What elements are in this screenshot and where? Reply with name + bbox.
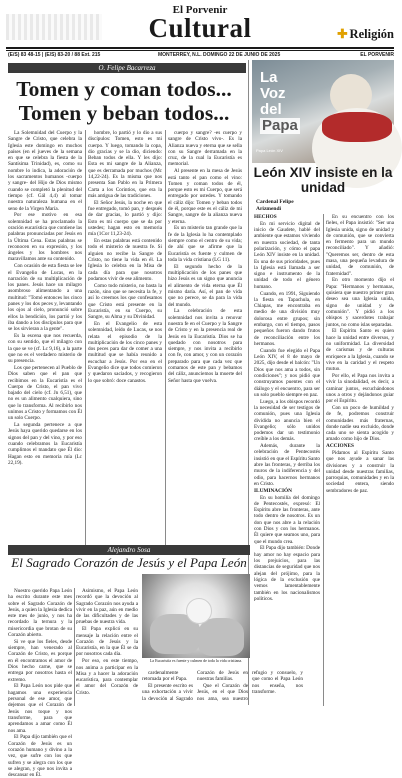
paragraph: El Señor Jesús, la noche en que fue entregado, tomó pan, y después de dar gracias, lo partió y dijo: Esto es mi cuerpo que se da por ustedes; hagan esto en memoria mía (1Cor 11,23-24). <box>88 199 162 238</box>
section-label-religion: ✚ Religión <box>337 27 394 41</box>
paragraph: Por ese motivo en esa solemnidad se ha proclamado la oración eucarística que contiene las palabras pronunciadas por Jesús en la Última Cena. Estas palabras se reconocen en su expresión, y los ángeles y los hombres nos maravillamos ante su contenido. <box>8 212 82 263</box>
cross-icon: ✚ <box>337 27 348 41</box>
paragraph: El Espíritu Santo es quien hace la unidad entre diversos, y no uniformidad. La diversidad de carismas y de culturas enriquece a la Iglesia, cuando se vive en la caridad y el respeto mutuo. <box>326 328 394 373</box>
paragraph: Pidamos al Espíritu Santo que nos ayude a sanar las divisiones y a construir la unidad desde nuestras familias, parroquias, comunidades y en la sociedad entera, siendo sembradores de paz. <box>326 449 394 494</box>
info-date: MONTERREY, N.L. DOMINGO 22 DE JUNIO DE 2025 <box>158 52 281 58</box>
paragraph: El Papa dijo también que el Corazón de Jesús es un corazón humano y divino a la vez, que sufre con los que sufren y se alegra con los que se alegran, y que nos invita a descansar en Él. <box>8 734 72 778</box>
hand-shape <box>198 618 244 656</box>
article2-column-3 <box>142 670 303 706</box>
column-rule <box>323 214 324 706</box>
column-rule <box>165 130 166 545</box>
subhead: ACCIONES <box>326 443 354 450</box>
article1-column-3 <box>168 130 242 545</box>
paragraph: Asimismo, el Papa León recordó que la devoción al Sagrado Corazón nos ayuda a vivir en la paz, aún en medio de las dificultades y de las pruebas de nuestra vida. <box>76 588 138 626</box>
paragraph: La Solemnidad del Cuerpo y la Sangre de Cristo, que celebra la Iglesia este domingo en muchos países (en el jueves de la semana en que se celebra la fiesta de la Santísima Trinidad), es, como su nombre lo indica, la adoración de los sacramentos humanos -cuerpo y sangre- del Hijo de Dios mismo cuando se completó la plenitud del tiempo (cf. Gál 4,4) al tomar nuestra naturaleza humana en el seno de la Virgen María. <box>8 130 82 212</box>
byline-surname: Arizmendi <box>256 205 282 212</box>
paragraph: Que el Corazón de Jesús, en el que Dios nos ama, sea nuestro refugio y consuelo, y que como el Papa León nos enseña, nos transforme. <box>197 670 303 702</box>
info-phone: (E/S) 83 48-15 | (E/S) 83-20 / 88 Ext. 215 <box>8 52 101 58</box>
paragraph: Los que pertenecen al Pueblo de Dios saben que el pan que recibimos en la Eucaristía es el Cuerpo de Cristo, el pan vivo bajado del cielo (cf. Jn 6,51), que no es un alimento cualquiera, sino que lo transforma. Al recibirlo nos unimos a Cristo y formamos con Él un solo Cuerpo. <box>8 364 82 422</box>
masthead-rule <box>6 47 394 49</box>
article2-column-2 <box>76 588 138 706</box>
paragraph: Con ocasión de esta fiesta se lee el Evangelio de Lucas, en la narración de su multiplicación de los panes. Jesús hace un milagro asombroso alimentando a una multitud: "Tomó entonces los cinco panes y los dos peces y, levantando los ojos al cielo, pronunció sobre ellos la bendición, los partió y los iba dando a los discípulos para que se los sirvieran a la gente". <box>8 263 82 333</box>
feature-headline: León XIV insiste en la unidad <box>253 165 393 195</box>
paragraph: La celebración de esta solemnidad nos invita a renovar nuestra fe en el Cuerpo y la Sangre de Cristo y en la presencia real de Jesús en la Eucaristía. Dios se ha quedado con nosotros para siempre, y nos invita a recibirlo con fe, con amor, y con un corazón preparado para que cada vez que comamos de este pan y bebamos del cáliz, anunciemos la muerte del Señor hasta que vuelva. <box>168 308 242 384</box>
photo-credit: Papa León XIV <box>256 148 283 153</box>
paragraph: Nuestro querido Papa León ha escrito durante este mes sobre el Sagrado Corazón de Jesús, a quien la Iglesia dedica este mes de junio, y nos ha recordado la ternura y la misericordia que brotan de su Corazón abierto. <box>8 588 72 639</box>
photo-caption: La Eucaristía es fuente y culmen de toda la vida cristiana. <box>149 658 243 663</box>
subhead: ILUMINACIÓN <box>254 487 292 494</box>
paragraph: Como todo misterio, no basta la razón, sino que se necesita la fe, y así lo creemos los que confesamos que Cristo está presente en la Eucaristía, en su Cuerpo, su Sangre, su Alma y su Divinidad. <box>88 282 162 321</box>
paragraph: Es un misterio tan grande que la fe de la Iglesia lo ha contemplado siempre como el centro de su vida; de ahí que se afirme que la Eucaristía es fuente y culmen de toda la vida cristiana (LG 11). <box>168 225 242 263</box>
paragraph: Además, durante la celebración de Pentecostés insistió en que el Espíritu Santo abre las fronteras, y derriba los muros de la indiferencia y del odio, para hacernos hermanos en Cristo. <box>254 443 320 487</box>
paragraph: El Papa dijo también: Donde hay amor no hay espacio para los prejuicios, para las distancias de seguridad que nos alejan del prójimo, para la lógica de la exclusión que vemos lamentablemente también en los nacionalismos políticos. <box>254 545 320 602</box>
paragraph: El Papa explicó en su mensaje la relación entre el Corazón de Jesús y la Eucaristía, en la que Él se da por nosotros cada día. <box>76 626 138 658</box>
paragraph: Por eso, en este tiempo, nos anima a participar en la Misa y a hacer la adoración eucarística, para contemplar el amor del Corazón de Cristo. <box>76 658 138 696</box>
paragraph: En estas palabras está contenido todo el misterio de nuestra fe. Si alguien no recibe la Sangre de Cristo, no tiene la vida en él. La Iglesia lo celebra en la Misa de cada día para que nosotros podamos vivir de ese alimento. <box>88 238 162 282</box>
eucharist-photo <box>142 574 250 658</box>
paragraph: El segundo hecho de la multiplicación de los panes que hizo Jesús es un signo que anuncia el alimento de vida eterna que Él mismo daría. Así, el pan de vida que no perece, se da para la vida del mundo. <box>168 263 242 308</box>
feature-title <box>260 70 310 134</box>
feature-column-2 <box>326 214 394 706</box>
paragraph: Con un poco de humildad y de fe, podremos construir comunidades más fraternas, donde nadie sea excluido, donde cada uno se sienta acogido y amado como hijo de Dios. <box>326 404 394 443</box>
article2-headline: El Sagrado Corazón de Jesús y el Papa León <box>11 555 247 570</box>
feature-title-word: Papa <box>262 117 298 134</box>
subhead: HECHOS <box>254 214 277 220</box>
paragraph: cuerpo y sangre? -es cuerpo y sangre de Cristo vivo-. Es la Alianza nueva y eterna que se sella con su Sangre derramada en la cruz, de la cual la Eucaristía es memorial. <box>168 130 242 168</box>
paragraph: En mi servicio digital de inicio de Gaudete, hablé del ambiente que estamos viviendo en nuestra sociedad, de tanta polarización, y cómo el papa León XIV insiste en la unidad. Es una de sus prioridades, pues la Iglesia está llamada a ser signo e instrumento de la unidad de todo el género humano. <box>254 220 320 290</box>
paragraph: En su encuentro con los fieles, el Papa insistió: "Ser una Iglesia unida, signo de unidad y de comunión, que se convierta en fermento para un mundo reconciliado". Y añadió: "Queremos ser, dentro de esta masa, una pequeña levadura de unidad, de comunión, de fraternidad". <box>326 214 394 277</box>
headline-line2: Tomen y beban todos... <box>18 101 230 125</box>
paragraph: En el Evangelio de esta solemnidad, leído de Lucas, se nos relata el episodio de la multiplicación de los cinco panes y dos peces para dar de comer a una multitud que se había reunido a escuchar a Jesús. Por eso en el Evangelio dice que todos comieron y quedaron saciados, y recogieron lo que sobró: doce canastos. <box>88 320 162 384</box>
article1-column-2 <box>88 130 162 545</box>
column-rule <box>85 130 86 545</box>
feature-title-word: La <box>260 69 278 86</box>
section-title: Cultural <box>148 13 252 43</box>
headline-line1: Tomen y coman todos... <box>16 77 232 101</box>
paragraph: hombre, lo partió y lo dio a sus discípulos: Tomen, esto es mi cuerpo. Y luego, tomando la copa, dio gracias y se la dio, diciendo: Beban todos de ella. Y les dijo: Esta es mi sangre de la Alianza, que es derramada por muchos (Mc 14,22-24). Es la misma que nos presenta San Pablo en la Primera Carta a los Corintios, que era la más antigua de las tradiciones. <box>88 130 162 199</box>
info-strip <box>8 51 394 59</box>
feature-byline <box>256 199 390 212</box>
paragraph: Si ve que los fieles, desde siempre, han venerado al Corazón de Cristo, es porque en él encontramos el amor de Dios hecho carne, que se entrega por nosotros hasta el extremo. <box>8 638 72 683</box>
author-bar-article1: O. Felipe Bacarreza <box>8 63 246 73</box>
article1-headline <box>8 77 240 125</box>
article2-column-1 <box>8 588 72 778</box>
pope-mozzetta-shape <box>322 112 392 142</box>
byline-name: Cardenal Felipe <box>256 199 294 205</box>
article1-column-1 <box>8 130 82 545</box>
paragraph: La segunda pertenece a que Jesús haya querido quedarse en los signos del pan y del vino, y por eso cuando celebramos la Eucaristía cumplimos el mandato que Él dio: Hagan esto en memoria mía (Lc 22,19). <box>8 422 82 466</box>
paragraph: Por ello, el Papa nos invita a vivir la sinodalidad, es decir, a caminar juntos, escuchándonos unos a otros y dejándonos guiar por el Espíritu. <box>326 372 394 405</box>
feature-title-word: del <box>260 101 282 118</box>
author-bar-article2: Alejandro Sosa <box>8 545 250 555</box>
feature-title-word: Voz <box>260 85 286 102</box>
paragraph: El Papa León nos pide que hagamos una experiencia personal de ese amor, que dejemos que el Corazón de Jesús nos toque y nos transforme, para que aprendamos a amar como Él nos ama. <box>8 683 72 734</box>
paragraph: El presente escrito es una exhortación a vivir la devoción al Sagrado Corazón de Jesús en nuestras familias. <box>142 670 248 702</box>
masthead <box>6 2 394 50</box>
info-paper: EL PORVENIR <box>360 52 394 58</box>
paragraph: En otro momento dijo el Papa: "Hermanos y hermanas, quisiera que nuestro primer gran deseo sea una Iglesia unida, signo de unidad y de comunión". Y pidió a los obispos y sacerdotes trabajar juntos, no como islas separadas. <box>326 277 394 328</box>
paragraph: En su homilía del domingo de Pentecostés, expresó: El Espíritu abre las fronteras, ante todo dentro de nosotros. Es un don que nos abre a la relación con Dios y con los hermanos. Él quiere que seamos uno, para que el mundo crea. <box>254 494 320 545</box>
paragraph: Es la escena que nos recuerda, con su sentido, que el milagro con la que se ve (cf. Lc 9,16), a la parte que no es el verdadero misterio de su presencia. <box>8 333 82 365</box>
paragraph: Cuando fue elegido el Papa León XIV, el 8 de mayo de 2025, dijo desde el balcón: "Un Dios que nos ama a todos, sin condiciones"; y nos pidió que construyamos puentes con el diálogo y el encuentro, para ser un solo pueblo siempre en paz. <box>254 347 320 398</box>
host-shape <box>186 598 212 624</box>
paragraph: Cuando, en 1991, Siguiendo la fiesta en Tapachula, en Chiapas, me encontraba en medio de una división muy dolorosa entre grupos; sin embargo, con el tiempo, pasos pequeños fueron dando frutos de reconciliación entre los hermanos. <box>254 290 320 347</box>
paragraph: Al presente en la mesa de Jesús está tanto el pan como el vino: Tomen y coman todos de él, porque esto es mi Cuerpo, que será entregado por ustedes. Y tomando el cáliz dijo: Tomen y beban todos de él, porque este es el cáliz de mi Sangre, sangre de la alianza nueva y eterna. <box>168 168 242 225</box>
paragraph: cardenalmente retomada por el Papa. <box>142 670 188 683</box>
column-rule <box>74 588 75 706</box>
feature-column-1 <box>254 214 320 706</box>
paper-name: El Porvenir <box>172 4 228 16</box>
paragraph: Luego, a los obispos recordó la necesidad de ser testigos de comunión, pues una Iglesia dividida no anuncia bien el Evangelio; sólo unidos podemos dar un testimonio creíble a los demás. <box>254 398 320 443</box>
